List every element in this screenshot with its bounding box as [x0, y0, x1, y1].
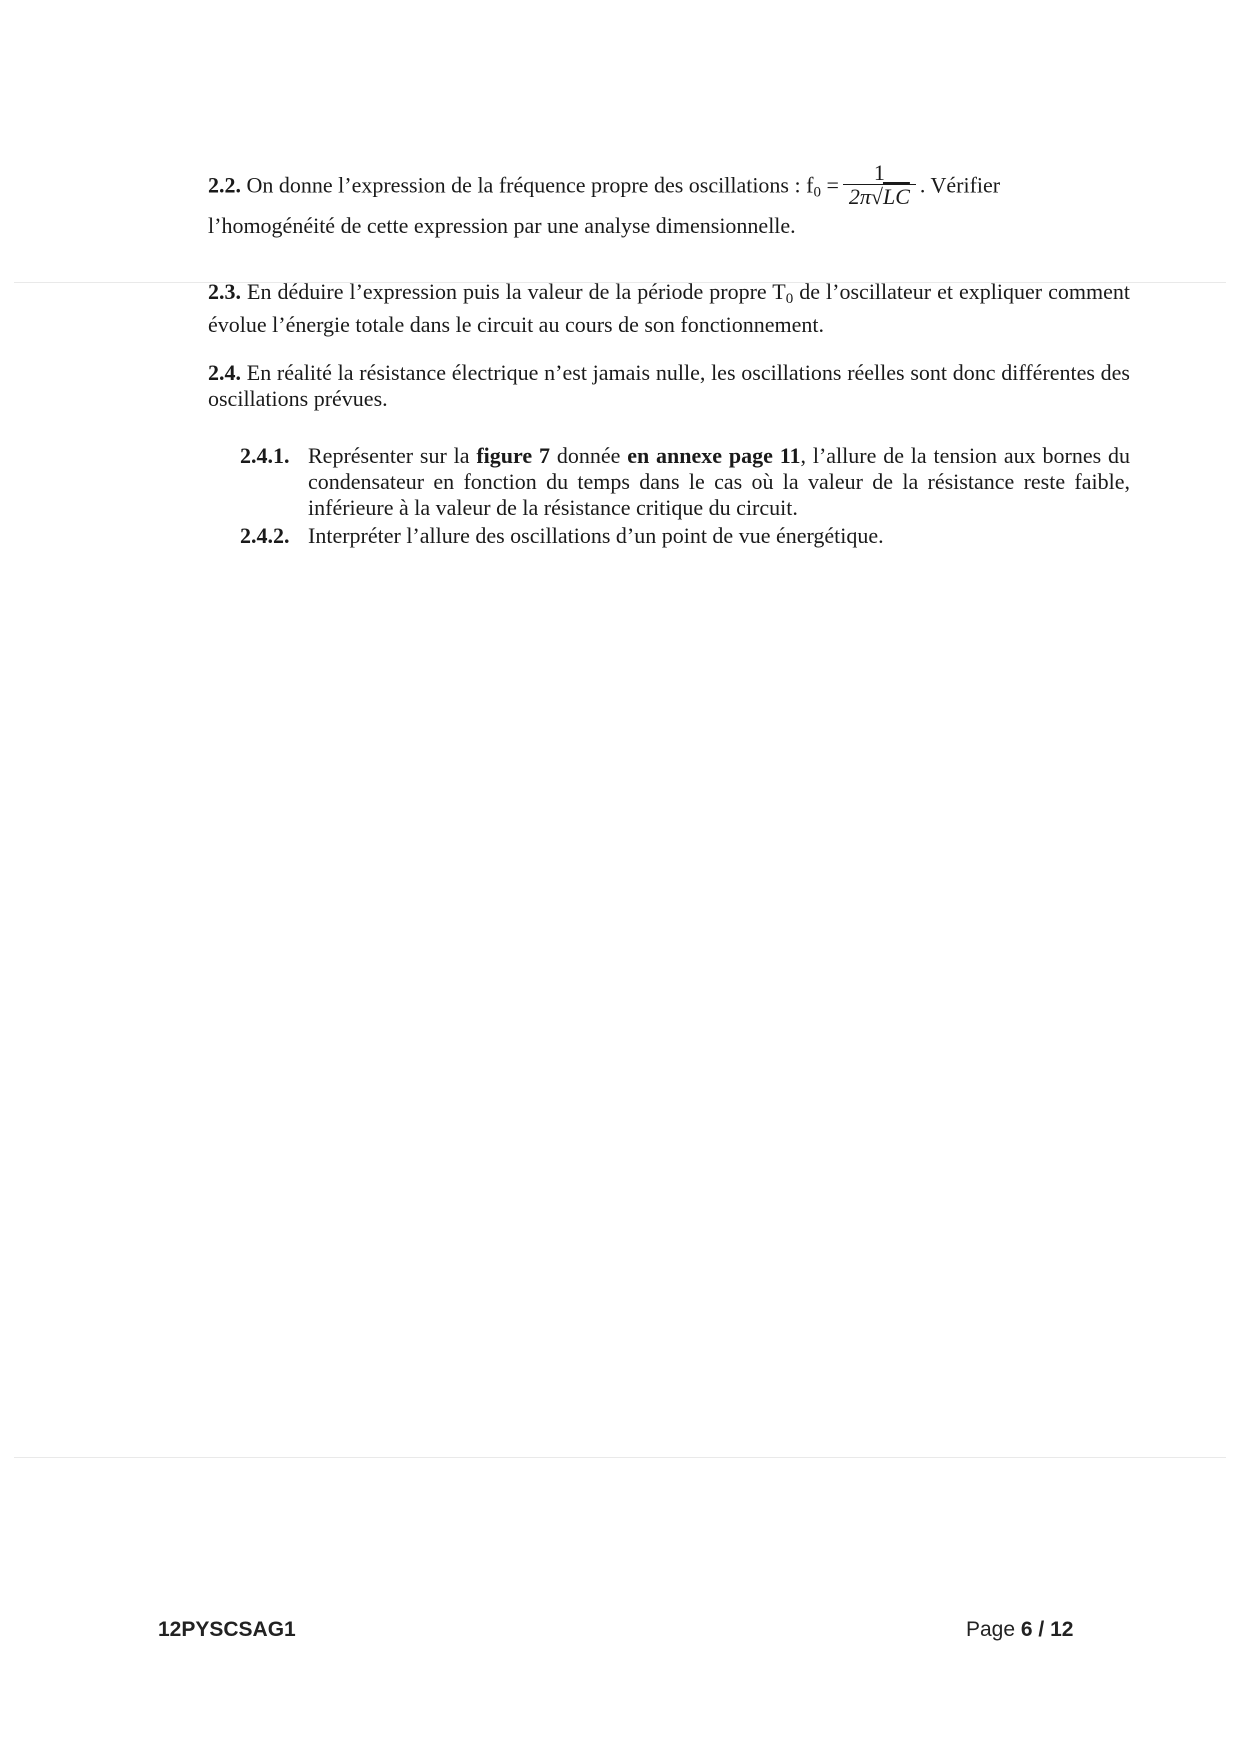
page-count: 6 / 12: [1020, 1618, 1074, 1641]
denominator-factor: 2π: [848, 184, 871, 209]
subscript: 0: [785, 291, 794, 307]
formula-denominator: [843, 184, 916, 209]
figure-reference: figure 7: [476, 443, 550, 468]
question-text-line2: l’homogénéité de cette expression par une analyse dimensionnelle.: [208, 213, 796, 238]
subscript: 0: [813, 184, 821, 201]
sqrt-sign: √: [870, 184, 883, 209]
sqrt-radicand: LC: [882, 184, 910, 209]
question-text: On donne l’expression de la fréquence propre des oscillations : f: [246, 172, 814, 198]
scan-line-bottom: [14, 1457, 1226, 1458]
question-text-end: . Vérifier: [919, 172, 1001, 198]
frequency-formula: [843, 162, 916, 209]
question-text-cont: de l’oscillateur et expliquer comment évolue l’énergie totale dans le circuit au cours de son fonctionnement.: [208, 279, 1130, 337]
question-text: En déduire l’expression puis la valeur de la période propre T: [247, 279, 786, 304]
formula-numerator: 1: [873, 160, 885, 185]
question-text: En réalité la résistance électrique n’est jamais nulle, les oscillations réelles sont donc différentes des oscillations prévues.: [208, 360, 1130, 411]
question-text: Représenter sur la: [308, 443, 477, 468]
exam-code: 12PYSCSAG1: [158, 1618, 296, 1641]
question-number: 2.4.1.: [240, 443, 290, 468]
question-text-end: , l’allure de la tension aux bornes du condensateur en fonction du temps dans le cas où la valeur de la résistance reste faible, inférieure à la valeur de la résistance critique du circuit.: [308, 443, 1130, 520]
question-text-cont: donnée: [550, 443, 628, 468]
question-2-4-1: [240, 443, 1130, 521]
page-number: [966, 1618, 1073, 1642]
question-2-4: [208, 360, 1130, 412]
page-label: Page: [966, 1618, 1021, 1641]
question-number: 2.3.: [208, 279, 241, 304]
question-number: 2.2.: [208, 172, 241, 198]
question-text: Interpréter l’allure des oscillations d’un point de vue énergétique.: [308, 523, 884, 548]
question-2-4-2: [240, 523, 1130, 549]
annex-reference: en annexe page 11: [627, 443, 801, 468]
question-number: 2.4.: [208, 360, 241, 385]
question-number: 2.4.2.: [240, 523, 290, 548]
equals-sign: =: [820, 172, 839, 198]
question-2-2: [208, 160, 1130, 239]
question-2-3: [208, 279, 1130, 338]
